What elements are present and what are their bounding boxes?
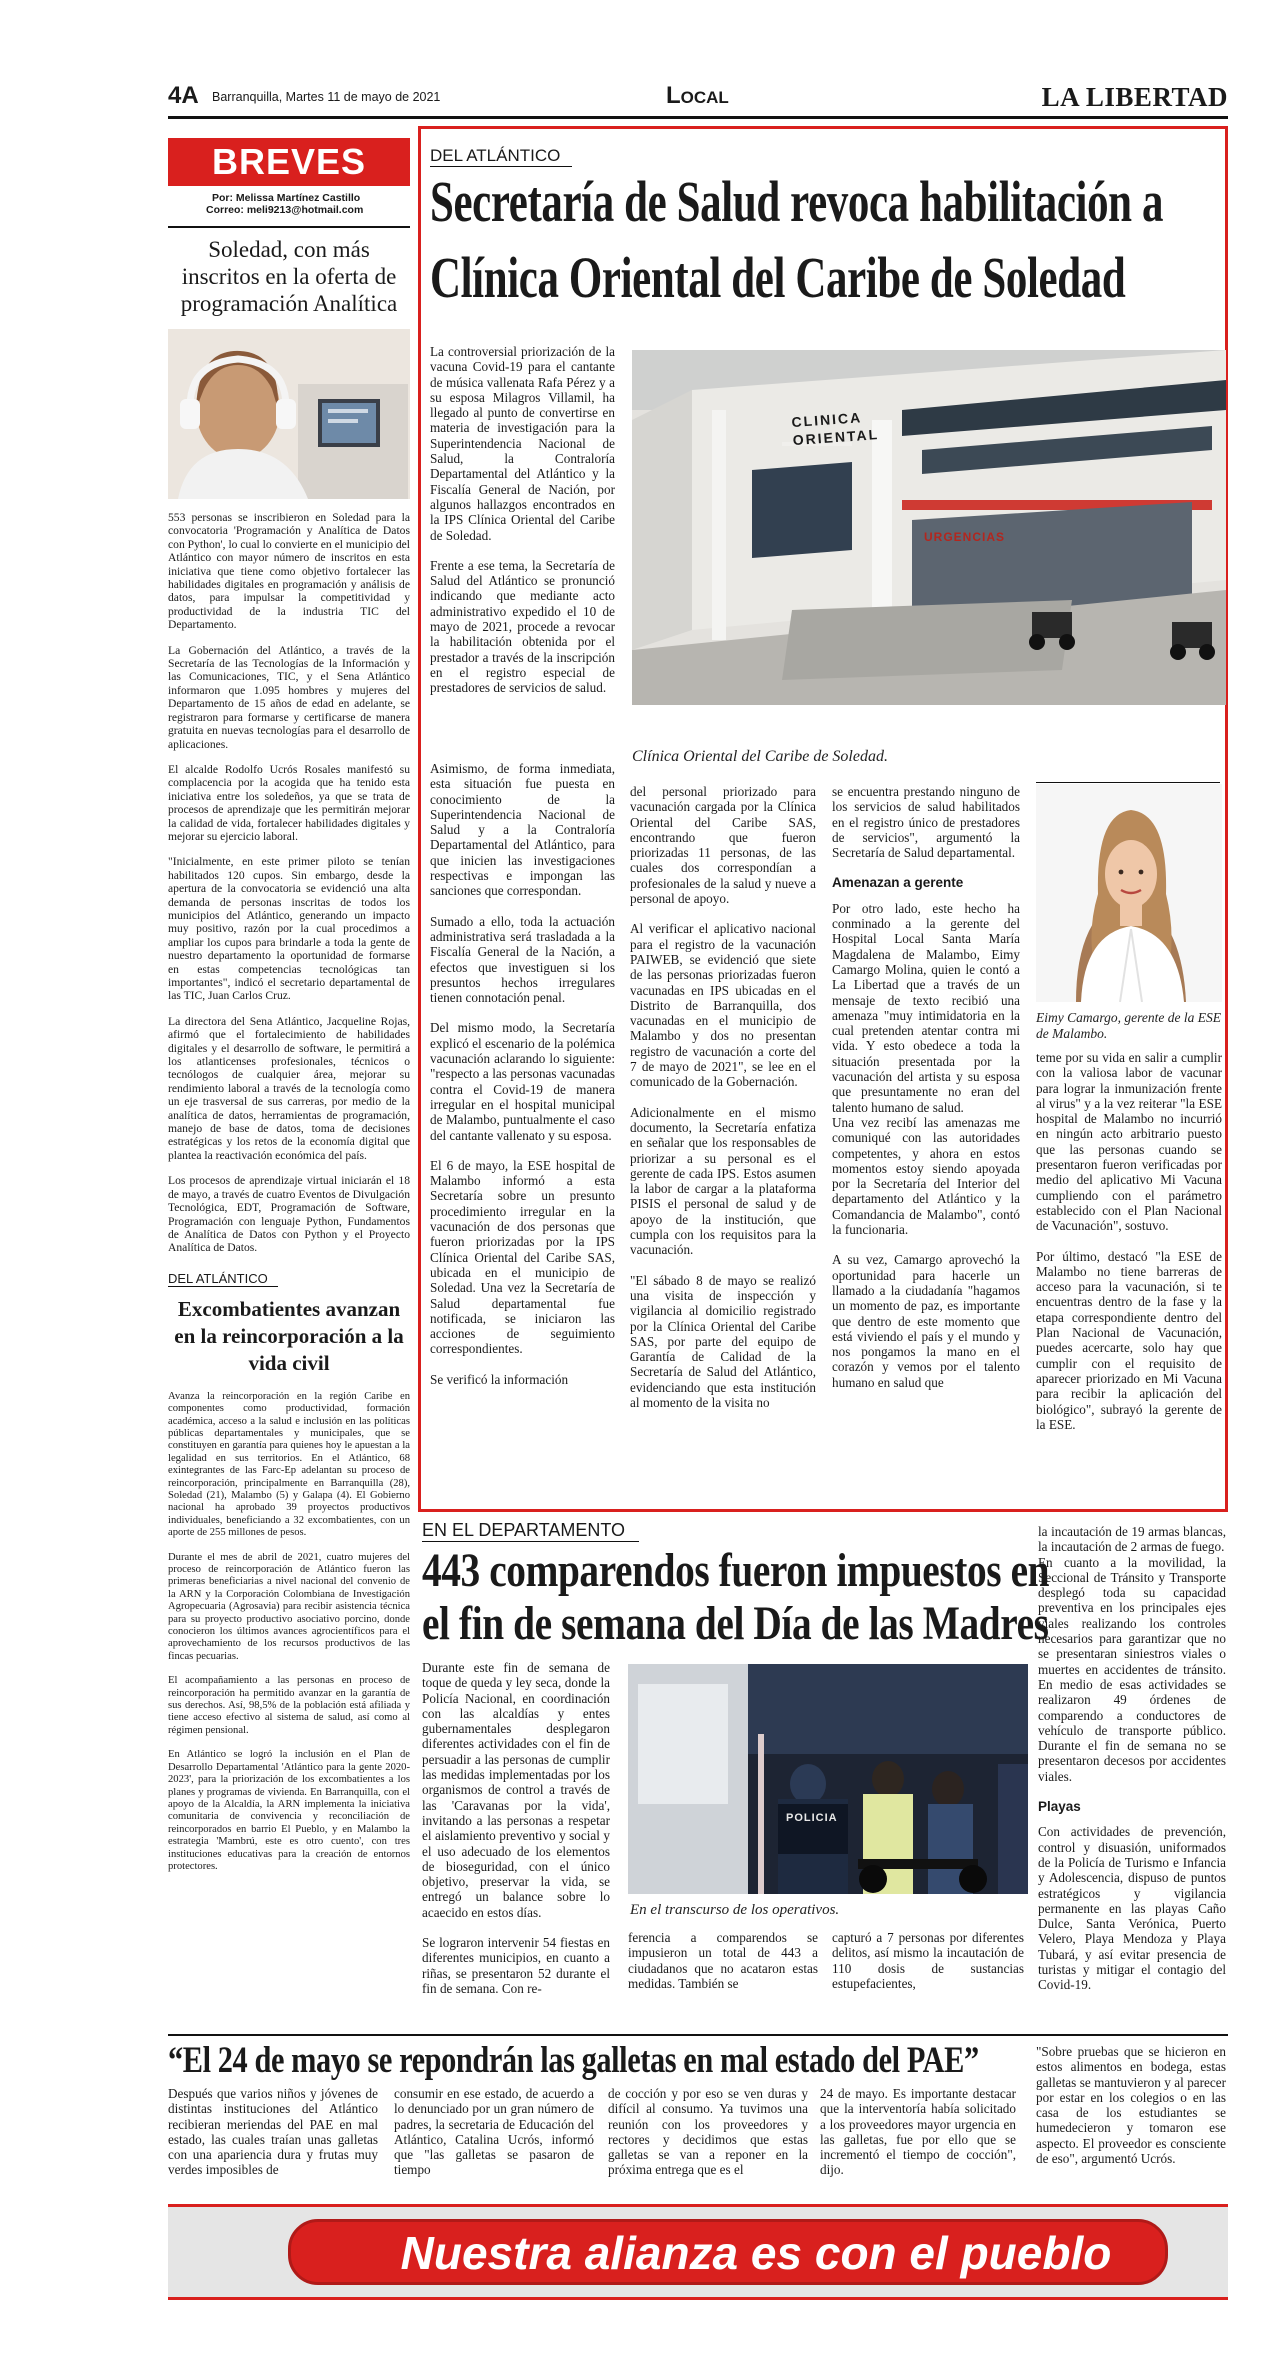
lead-paragraph: Asimismo, de forma inmediata, esta situación fue puesta en conocimiento de la Superintendencia Nacional de Salud y a la Contraloría Departamental del Atlántico, para que inicien las investigaciones respectivas e impongan las sanciones que correspondan. (430, 761, 615, 899)
lead-paragraph: Frente a ese tema, la Secretaría de Salud del Atlántico se pronunció indicando que mediante acto administrativo expedido el 10 de mayo de 2021, procede a revocar la habilitación obtenida por el prestador a través de la inscripción en el registro especial de prestadores de servicios de salud. (430, 557, 615, 696)
portrait-caption: Eimy Camargo, gerente de la ESE de Malambo. (1036, 1010, 1221, 1041)
clinic-photo (632, 350, 1226, 705)
breves-title: BREVES (168, 138, 410, 186)
lead-paragraph: Adicionalmente en el mismo documento, la Secretaría enfatiza en señalar que los responsables de priorizar a su personal es el gerente de cada IPS. Estos asumen la labor de cargar a la plataforma PISIS el personal de salud y de apoyo de la institución, que cumpla con los requisitos para la vacunación. (630, 1104, 816, 1258)
lead-paragraph: Por otro lado, este hecho ha conminado a la gerente del Hospital Local Santa María Magdalena de Malambo, Eimy Camargo Molina, quien le contó a La Libertad que a través de un mensaje de texto recibió una amenaza "muy intimidatoria en la cual pretenden atentar contra mi vida. Y esto obedece a toda la situación presentada por la vacunación del artista y su esposa que presuntamente no eran del talento humano de salud. (832, 900, 1020, 1115)
lead-headline-line1: Secretaría de Salud revoca habilitación a (430, 169, 1164, 234)
breves-author: Por: Melissa Martínez Castillo (212, 192, 361, 204)
police-photo-caption: En el transcurso de los operativos. (630, 1902, 840, 1918)
story1-paragraph: 553 personas se inscribieron en Soledad para la convocatoria 'Programación y Analítica de Datos con Python', lo cual lo convierte en el municipio del Atlántico con mayor número de inscritos en esta iniciativa que tiene como objetivo fortalecer las habilidades digitales en programación y análisis de datos, para impulsar la competitividad y productividad de la industria TIC del Departamento. (168, 511, 410, 632)
second-kicker: EN EL DEPARTAMENTO (422, 1520, 639, 1542)
clinic-sign: CLINICA ORIENTAL (790, 409, 880, 449)
portrait-rule (1036, 782, 1220, 783)
lead-paragraph: se encuentra prestando ninguno de los servicios de salud habilitados en el registro único de prestadores de servicios", argumentó la Secretaría de Salud departamental. (832, 784, 1020, 861)
subhead-playas: Playas (1038, 1799, 1081, 1815)
second-paragraph: Durante este fin de semana de toque de queda y ley seca, donde la Policía Nacional, en coordinación con las alcaldías y entes gubernamentales desplegaron diferentes actividades con el fin de persuadir a las personas de cumplir las medidas implementadas por los organismos de control a través de las 'Caravanas por la vida', invitando a las personas a respetar el aislamiento preventivo y social y el uso adecuado de los elementos de bioseguridad, con el único objetivo, preservar la vida, se entregó un balance sobre lo acaecido en estos días. (422, 1660, 610, 1920)
second-paragraph: capturó a 7 personas por diferentes delitos, así mismo la incautación de 110 dosis de sustancias estupefacientes, (832, 1930, 1024, 1991)
story2-headline: Excombatientes avanzan en la reincorporación a la vida civil (174, 1296, 404, 1375)
third-col4: 24 de mayo. Es importante destacar que la interventoría había solicitado a los proveedores mayor urgencia en las galletas, fue por ello que se incrementó el tiempo de cocción", dijo. (820, 2086, 1016, 2178)
second-paragraph: la incautación de 19 armas blancas, la incautación de 2 armas de fuego. (1038, 1524, 1226, 1555)
lead-col4 (1036, 1050, 1222, 1447)
lead-col1-top (430, 344, 615, 711)
second-paragraph: ferencia a comparendos se impusieron un total de 443 a ciudadanos que no acataron estas medidas. También se (628, 1930, 818, 1991)
lead-col1-bottom (430, 761, 615, 1402)
second-col1 (422, 1660, 610, 2011)
lead-col2 (630, 784, 816, 1425)
lead-paragraph: Sumado a ello, toda la actuación administrativa será trasladada a la Fiscalía General de la Nación, a efectos que investiguen si los presuntos hechos irregulares tienen connotación penal. (430, 913, 615, 1006)
police-photo (628, 1664, 1028, 1894)
story1-headline: Soledad, con más inscritos en la oferta de programación Analítica (180, 237, 398, 316)
third-col2: consumir en ese estado, de acuerdo a lo denunciado por un gran número de padres, la secretaria de Educación del Atlántico, Catalina Ucrós, informó que "las galletas se pasaron de tiempo (394, 2086, 594, 2178)
story1-paragraph: El alcalde Rodolfo Ucrós Rosales manifestó su complacencia por la acogida que ha tenido esta iniciativa entre los soledeños, ya que se trata de procesos de aprendizaje que les permitirán mejorar la calidad de vida, fortalecer habilidades digitales y mejorar su ejercicio laboral. (168, 762, 410, 843)
breves-divider (168, 226, 410, 228)
lead-paragraph: A su vez, Camargo aprovechó la oportunidad para hacerle un llamado a la ciudadanía "hagamos un momento de paz, es importante que dentro de este momento que está viviendo el país y el mundo y nos pongamos la mano en el corazón y vemos por el talento humano en salud que (832, 1252, 1020, 1390)
section-label: Local (666, 82, 729, 109)
third-col5: "Sobre pruebas que se hicieron en estos alimentos en bodega, estas galletas se mantuvieron y al parecer por estar en los colegios o en las casa de los estudiantes se humedecieron y tomaron ese aspecto. El proveedor es consciente de eso", argumentó Ucrós. (1036, 2044, 1226, 2167)
lead-paragraph: teme por su vida en salir a cumplir con la valiosa labor de vacunar para lograr la inmunización frente al virus" y a la vez reiterar "la ESE hospital de Malambo no incurrió en ningún acto arbitrario puesto que las personas cuando se presentaron fueron verificadas por medio del aplicativo Mi Vacuna cumpliendo con el parámetro establecido con el Plan Nacional de Vacunación", sostuvo. (1036, 1050, 1222, 1234)
second-col2 (628, 1930, 818, 2006)
second-col3 (832, 1930, 1024, 2006)
third-col3: de cocción y por eso se ven duras y difícil al consumo. Ya tuvimos una reunión con los proveedores y rectores y decidimos que estas galletas se van a reponer en la próxima entrega que es el (608, 2086, 808, 2178)
story2-paragraph: Durante el mes de abril de 2021, cuatro mujeres del proceso de reincorporación de Atlántico fueron las primeras beneficiarias a nivel nacional del convenio de la ARN y la Corporación Colombiana de Investigación Agropecuaria (Agrosavia) para recibir asistencia técnica para su proyecto productivo asociativo porcino, donde conocieron los últimos avances agrocientíficos para el aprovechamiento de los recursos productivos de las fincas pecuarias. (168, 1551, 410, 1662)
clinic-photo-caption: Clínica Oriental del Caribe de Soledad. (632, 748, 888, 765)
second-headline-line1: 443 comparendos fueron impuestos en (422, 1544, 1050, 1597)
banner-text: Nuestra alianza es con el pueblo (400, 2227, 1112, 2279)
lead-col3 (832, 784, 1020, 1405)
lead-paragraph: Del mismo modo, la Secretaría explicó el escenario de la polémica vacunación aclarando lo siguiente: "respecto a las personas vacunadas contra el Covid-19 de manera irregular en el hospital municipal de Malambo, puntualmente el caso del cantante vallenato y su esposa. (430, 1020, 615, 1143)
portrait-photo (1036, 784, 1222, 1002)
lead-paragraph: La controversial priorización de la vacuna Covid-19 para el cantante de música vallenata Rafa Pérez y a su esposa Milagros Villamil, ha llegado al punto de convertirse en materia de investigación para la Superintendencia Nacional de Salud, la Contraloría Departamental del Atlántico y la Fiscalía General de Nación, por algunos hallazgos encontrados en la IPS Clínica Oriental del Caribe de Soledad. (430, 344, 615, 543)
second-paragraph: Se lograron intervenir 54 fiestas en diferentes municipios, en cuanto a riñas, se presentaron 52 durante el fin de semana. Con re- (422, 1935, 610, 1996)
bottom-banner (168, 2204, 1228, 2300)
masthead: LA LIBERTAD (1041, 82, 1228, 112)
story1-paragraph: La Gobernación del Atlántico, a través de la Secretaría de las Tecnologías de la Información y las Comunicaciones, TIC, y el Sena Atlántico informaron que 1.095 hombres y mujeres del Departamento de 15 años de edad en adelante, se registraron para formarse y certificarse de manera gratuita en nuevas tecnologías para el desarrollo de aplicaciones. (168, 643, 410, 751)
lead-paragraph: Al verificar el aplicativo nacional para el registro de la vacunación PAIWEB, se evidenció que siete de las personas priorizadas fueron vacunadas en IPS ubicadas en el Distrito de Barranquilla, dos vacunadas en el municipio de Malambo y dos no presentan registro de vacunación a corte del 7 de mayo de 2021", se lee en el comunicado de la Gobernación. (630, 921, 816, 1090)
story1-body (168, 511, 410, 1255)
story2-paragraph: Avanza la reincorporación en la región Caribe en componentes como productividad, formación académica, acceso a la salud e inclusión en las políticas públicas departamentales y municipales, que se constituyen en garantía para quienes hoy le apuestan a la legalidad en sus territorios. En el Atlántico, 68 exintegrantes de las Farc-Ep adelantan su proceso de reincorporación, principalmente en Barranquilla (28), Soledad (21), Malambo (5) y Galapa (4). El Gobierno nacional ha aprobado 39 proyectos productivos individuales, beneficiando a 32 excombatientes, con un aporte de 255 millones de pesos. (168, 1390, 410, 1539)
second-col4 (1038, 1524, 1226, 2008)
police-vest-label: POLICIA (786, 1812, 838, 1824)
subhead-amenazan: Amenazan a gerente (832, 875, 964, 891)
story2-paragraph: El acompañamiento a las personas en proceso de reincorporación ha permitido avanzar en la garantía de sus derechos. Así, 98,5% de la población está afiliada y tiene acceso efectivo al sistema de salud, así como al régimen pensional. (168, 1675, 410, 1736)
third-col1: Después que varios niños y jóvenes de distintas instituciones del Atlántico recibieran meriendas del PAE en mal estado, las cuales traían unas galletas con una apariencia dura y frutas muy verdes imposibles de (168, 2086, 378, 2178)
lead-paragraph: El 6 de mayo, la ESE hospital de Malambo informó a esta Secretaría sobre un presunto procedimiento irregular en la vacunación de dos personas que fueron priorizadas por la IPS Clínica Oriental del Caribe SAS, ubicada en el municipio de Soledad. Una vez la Secretaría de Salud departamental fue notificada, se iniciaron las acciones de seguimiento correspondientes. (430, 1157, 615, 1357)
story1-paragraph: "Inicialmente, en este primer piloto se tenían habilitados 120 cupos. Sin embargo, desde la apertura de la convocatoria se evidenció una alta demanda de personas inscritas de todos los municipios del Atlántico, generando un impacto muy positivo, razón por la cual procedimos a ampliar los cupos para brindarle a toda la gente de nuestro departamento la oportunidad de formarse en estas competencias tecnológicas tan importantes", indicó el secretario departamental de las TIC, Juan Carlos Cruz. (168, 855, 410, 1003)
story2-paragraph: En Atlántico se logró la inclusión en el Plan de Desarrollo Departamental 'Atlántico para la gente 2020-2023', para la priorización de los excombatientes a los planes y programas de vivienda. En Barranquilla, con el apoyo de la Alcaldía, la ARN implementa la iniciativa comunitaria de convivencia y reconciliación de reincorporados en barrio El Pueblo, y en Malambo la estrategia 'Mambrú, este es otro cuento', con tres instituciones educativas para la creación de entornos protectores. (168, 1749, 410, 1872)
story1-paragraph: La directora del Sena Atlántico, Jacqueline Rojas, afirmó que el fortalecimiento de habilidades digitales y el desarrollo de software, le permitirá a los atlanticenses profesionales, técnicos o tecnólogos de cualquier área, mejorar su rendimiento laboral a través de la tecnología como un eje trasversal de sus carreras, por medio de la analítica de datos, herramientas de programación, manejo de base de datos, toma de decisiones estratégicas y los retos de la economía digital que plantea la reactivación económica del país. (168, 1014, 410, 1162)
lead-paragraph: del personal priorizado para vacunación cargada por la Clínica Oriental del Caribe SAS, encontrando que fueron priorizadas 11 personas, de las cuales dos correspondían a profesionales de la salud y nueve a personal de apoyo. (630, 784, 816, 907)
lead-paragraph: Se verificó la información (430, 1371, 569, 1387)
dateline: Barranquilla, Martes 11 de mayo de 2021 (212, 90, 441, 104)
story2-kicker: DEL ATLÁNTICO (168, 1271, 278, 1287)
lead-paragraph: Por último, destacó "la ESE de Malambo no tiene barreras de acceso para la vacunación, si te encuentras dentro de la fase y la etapa correspondiente dentro del Plan Nacional de Vacunación, puedes acercarte, solo hay que cumplir con el requisito de aparecer priorizado en Mi Vacuna para recibir la aplicación del biológico", subrayó la gerente de la ESE. (1036, 1248, 1222, 1432)
lead-paragraph: "El sábado 8 de mayo se realizó una visita de inspección y vigilancia al domicilio registrado por la Clínica Oriental del Caribe SAS, por parte del equipo de Garantía de Calidad de la Secretaría de Salud del Atlántico, evidenciando que esta institución al momento de la visita no (630, 1272, 816, 1410)
page-header (168, 82, 1228, 116)
second-paragraph: En cuanto a la movilidad, la Seccional de Tránsito y Transporte desplegó toda su capacidad preventiva en los principales ejes viales realizando los controles necesarios para garantizar que no se presentaran siniestros viales o muertes en accidentes de tránsito. En medio de esas actividades se realizaron 49 órdenes de comparendo a conductores de vehículo de transporte público. Durante el fin de semana no se presentaron decesos por accidentes viales. (1038, 1554, 1226, 1784)
story1-photo (168, 329, 410, 499)
second-paragraph: Con actividades de prevención, control y disuasión, uniformados de la Policía de Turismo e Infancia y Adolescencia, dispuso de puntos estratégicos y vigilancia permanente en las playas Caño Dulce, Santa Verónica, Puerto Velero, Playa Mendoza y Playa Tubará, y así evitar presencia de turistas y mitigar el contagio del Covid-19. (1038, 1824, 1226, 1993)
urgencias-sign: URGENCIAS (924, 530, 1006, 544)
second-headline-line2: el fin de semana del Día de las Madres (422, 1597, 1049, 1650)
third-headline: “El 24 de mayo se repondrán las galletas en mal estado del PAE” (168, 2040, 979, 2081)
breves-column (168, 138, 410, 1885)
story2-body (168, 1391, 410, 1874)
story1-paragraph: Los procesos de aprendizaje virtual iniciarán el 18 de mayo, a través de cuatro Eventos de Divulgación Tecnológica, EDT, Programación de Software, Programación con lenguaje Python, Fundamentos de Analítica de Datos con Python y el Proyecto Analítica de Datos. (168, 1174, 410, 1255)
lead-kicker: DEL ATLÁNTICO (430, 146, 572, 167)
page-number: 4A (168, 82, 199, 109)
lead-paragraph: Una vez recibí las amenazas me comuniqué con las autoridades competentes, y ahora en estos momentos estoy siendo apoyada por la Secretaría del Interior del departamento del Atlántico y la Comandancia de Malambo", contó la funcionaria. (832, 1114, 1020, 1238)
third-rule (168, 2034, 1228, 2036)
lead-headline-line2: Clínica Oriental del Caribe de Soledad (430, 245, 1126, 310)
header-rule (168, 116, 1228, 119)
breves-email: Correo: meli9213@hotmail.com (206, 204, 364, 216)
